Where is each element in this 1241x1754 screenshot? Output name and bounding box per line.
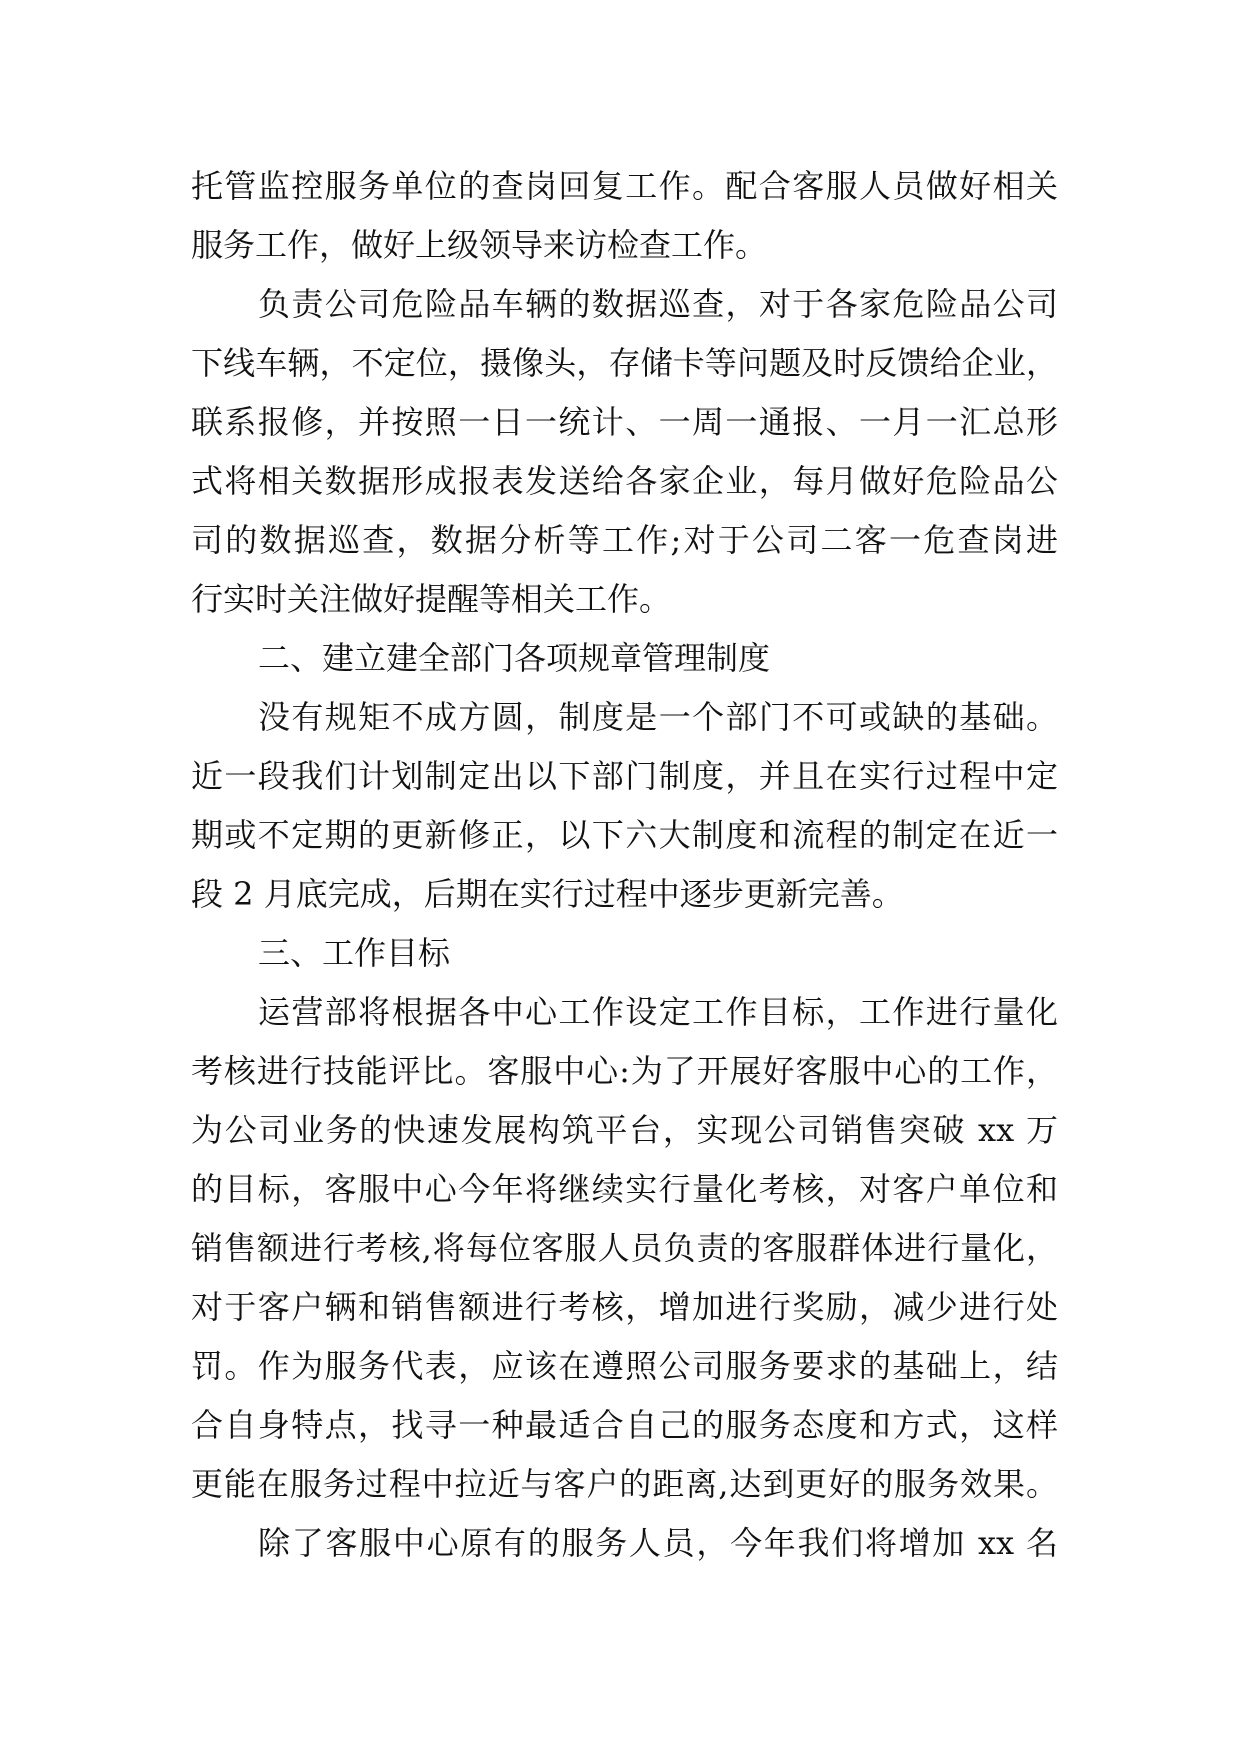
- section-heading: [191, 924, 1058, 983]
- text-line: 除了客服中心原有的服务人员，今年我们将增加 xx 名: [258, 1524, 1058, 1562]
- text-line: 下线车辆，不定位，摄像头，存储卡等问题及时反馈给企业，: [191, 344, 1058, 382]
- text-line: 运营部将根据各中心工作设定工作目标，工作进行量化: [258, 993, 1058, 1031]
- text-line: 考核进行技能评比。客服中心:为了开展好客服中心的工作，: [191, 1052, 1058, 1090]
- text-line: 式将相关数据形成报表发送给各家企业，每月做好危险品公: [191, 462, 1058, 500]
- section-heading: [191, 629, 1058, 688]
- heading-text: 二、建立建全部门各项规章管理制度: [258, 639, 771, 677]
- document-page: [191, 157, 1058, 1573]
- text-line: 联系报修，并按照一日一统计、一周一通报、一月一汇总形: [191, 403, 1058, 441]
- text-line: 的目标，客服中心今年将继续实行量化考核，对客户单位和: [191, 1170, 1058, 1208]
- text-line: 行实时关注做好提醒等相关工作。: [191, 580, 672, 618]
- text-line: 对于客户辆和销售额进行考核，增加进行奖励，减少进行处: [191, 1288, 1058, 1326]
- text-line: 更能在服务过程中拉近与客户的距离,达到更好的服务效果。: [191, 1465, 1058, 1503]
- text-line: 段 2 月底完成，后期在实行过程中逐步更新完善。: [191, 875, 904, 913]
- text-line: 服务工作，做好上级领导来访检查工作。: [191, 226, 768, 264]
- paragraph: [191, 688, 1058, 924]
- heading-text: 三、工作目标: [258, 934, 451, 972]
- text-line: 期或不定期的更新修正，以下六大制度和流程的制定在近一: [191, 816, 1058, 854]
- text-line: 销售额进行考核,将每位客服人员负责的客服群体进行量化，: [191, 1229, 1058, 1267]
- text-line: 负责公司危险品车辆的数据巡查，对于各家危险品公司: [258, 285, 1058, 323]
- paragraph: [191, 275, 1058, 629]
- paragraph: [191, 1514, 1058, 1573]
- text-line: 近一段我们计划制定出以下部门制度，并且在实行过程中定: [191, 757, 1058, 795]
- text-line: 司的数据巡查，数据分析等工作;对于公司二客一危查岗进: [191, 521, 1058, 559]
- text-line: 托管监控服务单位的查岗回复工作。配合客服人员做好相关: [191, 167, 1058, 205]
- text-line: 为公司业务的快速发展构筑平台，实现公司销售突破 xx 万: [191, 1111, 1058, 1149]
- paragraph: [191, 983, 1058, 1514]
- paragraph: [191, 157, 1058, 275]
- text-line: 合自身特点，找寻一种最适合自己的服务态度和方式，这样: [191, 1406, 1058, 1444]
- text-line: 没有规矩不成方圆，制度是一个部门不可或缺的基础。: [258, 698, 1058, 736]
- text-line: 罚。作为服务代表，应该在遵照公司服务要求的基础上，结: [191, 1347, 1058, 1385]
